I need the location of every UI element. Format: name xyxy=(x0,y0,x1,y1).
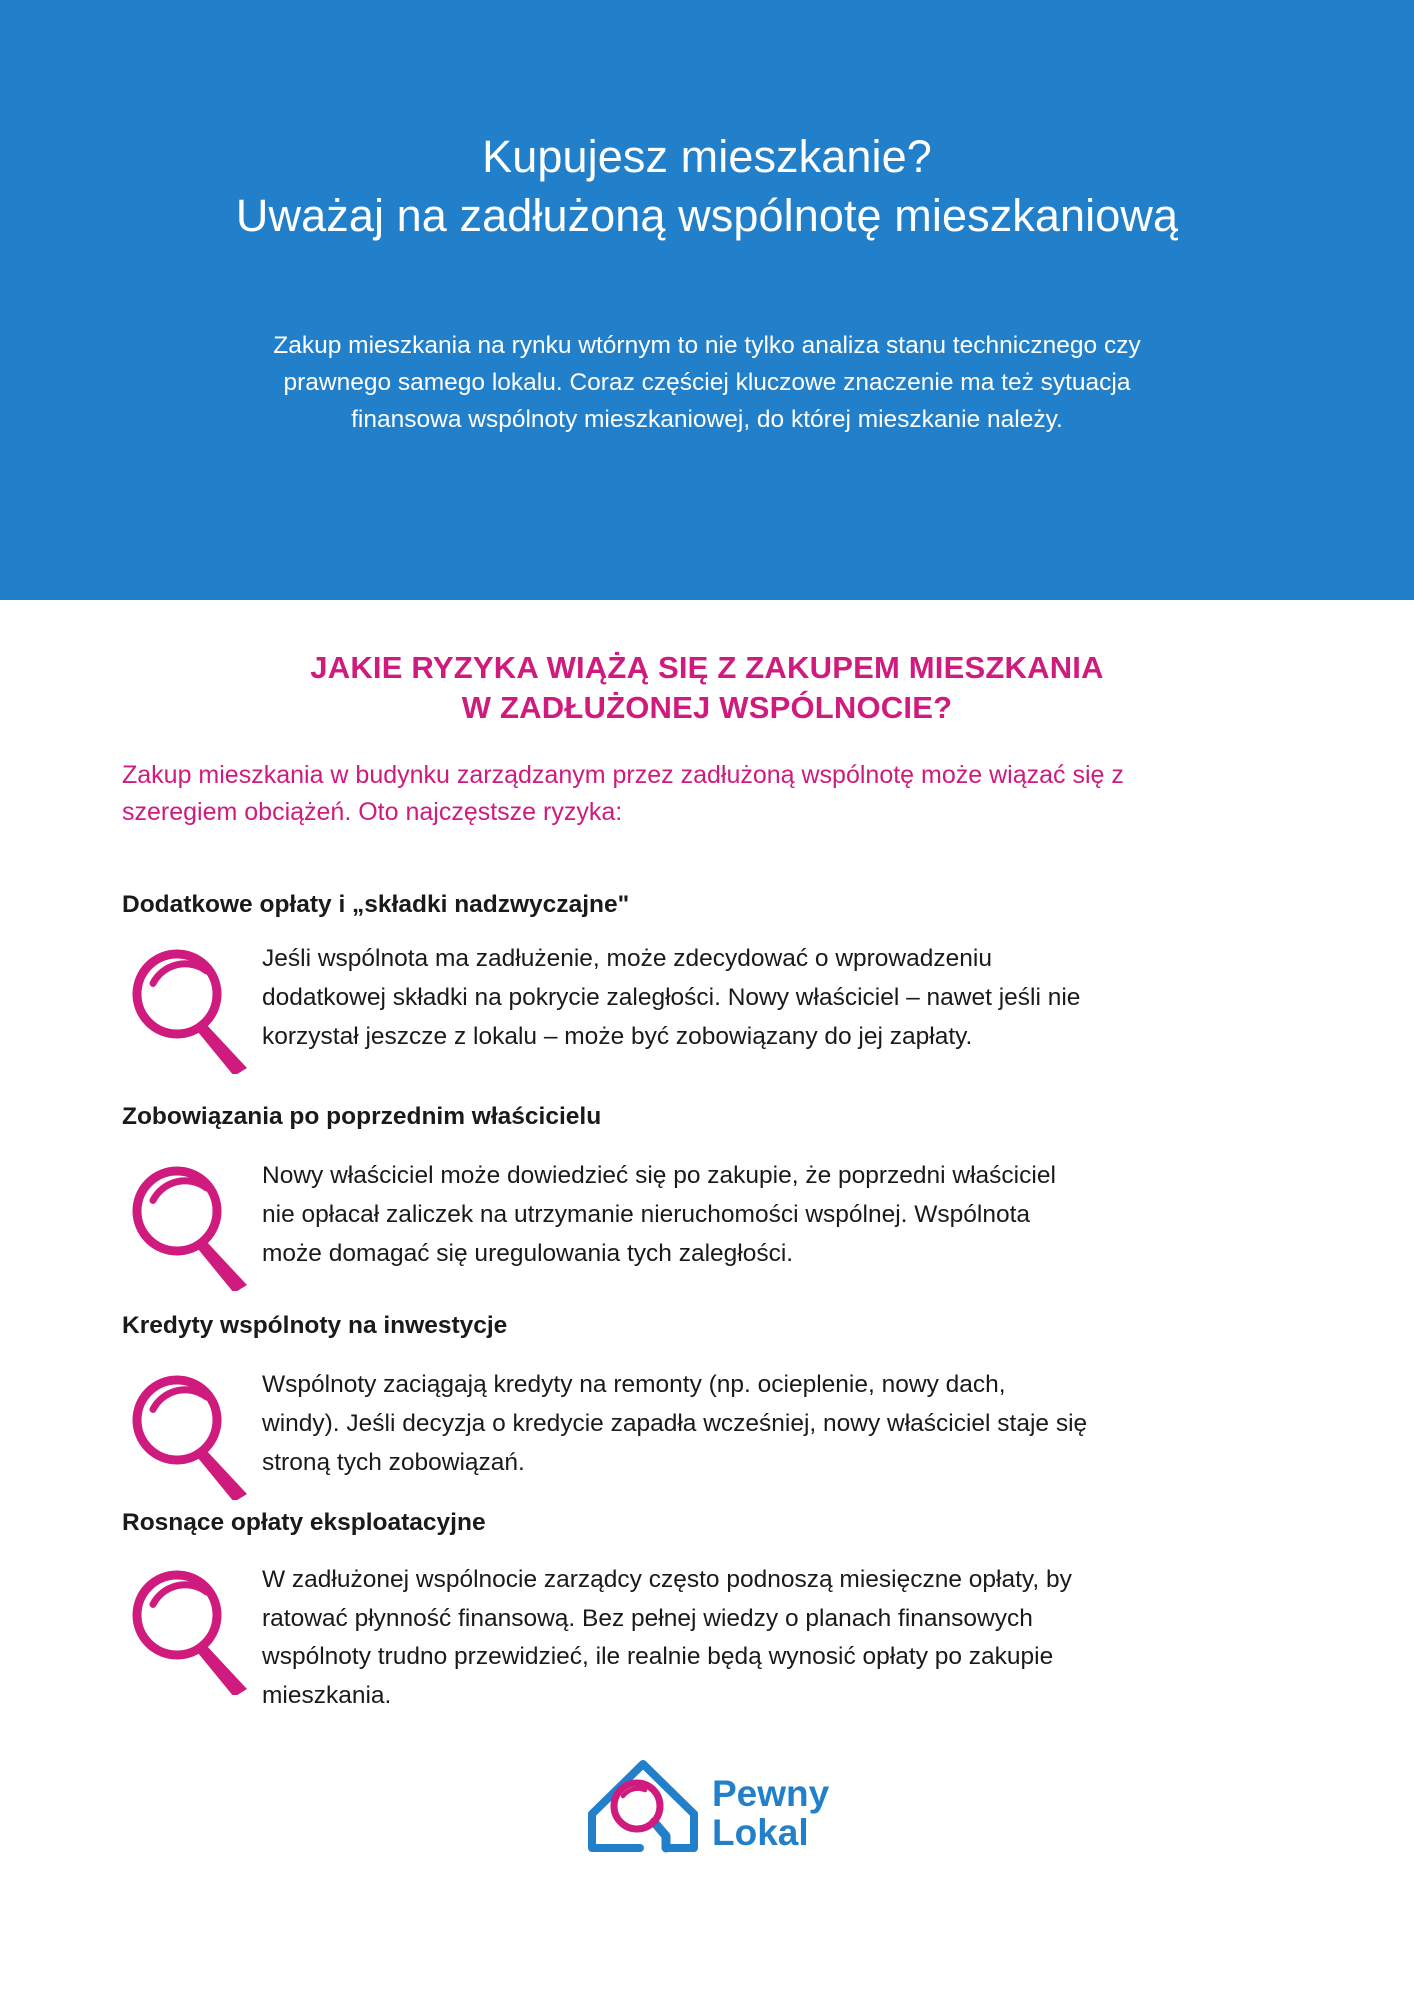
risk-body-line-3: korzystał jeszcze z lokalu – może być zobowiązany do jej zapłaty. xyxy=(262,1022,973,1050)
section-title-line-1: JAKIE RYZYKA WIĄŻĄ SIĘ Z ZAKUPEM MIESZKANIA xyxy=(310,650,1104,685)
hero-subtitle-line-2: prawnego samego lokalu. Coraz częściej kluczowe znaczenie ma też sytuacja xyxy=(283,369,1131,397)
hero-subtitle-line-3: finansowa wspólnoty mieszkaniowej, do której mieszkanie należy. xyxy=(351,406,1063,434)
risk-body-line-2: nie opłacał zaliczek na utrzymanie nieruchomości wspólnej. Wspólnota xyxy=(262,1200,1031,1228)
page-title-line-2: Uważaj na zadłużoną wspólnotę mieszkaniową xyxy=(235,189,1179,241)
risk-body-text xyxy=(262,1555,1292,1716)
section-title xyxy=(122,600,1292,729)
hero-subtitle xyxy=(167,245,1247,439)
risk-heading: Zobowiązania po poprzednim właścicielu xyxy=(122,1103,602,1131)
risk-body-row xyxy=(122,1360,1292,1505)
section-title-line-2: W ZADŁUŻONEJ WSPÓLNOCIE? xyxy=(461,690,953,726)
hero-subtitle-line-1: Zakup mieszkania na rynku wtórnym to nie tylko analiza stanu technicznego czy xyxy=(273,332,1141,359)
risk-body-line-3: może domagać się uregulowania tych zaległości. xyxy=(262,1239,794,1267)
risk-body-line-3: stroną tych zobowiązań. xyxy=(262,1448,525,1476)
risk-body-text xyxy=(262,934,1292,1056)
risk-body-line-3: wspólnoty trudno przewidzieć, ile realnie będą wynosić opłaty po zakupie xyxy=(262,1643,1054,1671)
risk-heading: Dodatkowe opłaty i „składki nadzwyczajne" xyxy=(122,890,630,918)
section-lead-paragraph xyxy=(122,729,1292,831)
page-title xyxy=(87,0,1327,245)
section-lead-line-2: szeregiem obciążeń. Oto najczęstsze ryzyka: xyxy=(122,797,623,826)
risk-item xyxy=(122,1101,1292,1296)
risk-body-row xyxy=(122,934,1292,1079)
risk-item xyxy=(122,889,1292,1080)
risk-body-line-1: W zadłużonej wspólnocie zarządcy często podnoszą miesięczne opłaty, by xyxy=(262,1565,1072,1593)
magnifier-icon xyxy=(122,1151,262,1296)
risk-body-line-2: dodatkowej składki na pokrycie zaległości. Nowy właściciel – nawet jeśli nie xyxy=(262,984,1081,1012)
hero-banner xyxy=(0,0,1414,600)
risk-body-row xyxy=(122,1555,1292,1716)
section-lead-line-1: Zakup mieszkania w budynku zarządzanym przez zadłużoną wspólnotę może wiązać się z xyxy=(122,760,1124,789)
logo-word-1: Pewny xyxy=(712,1772,830,1814)
risk-body-line-1: Jeśli wspólnota ma zadłużenie, może zdecydować o wprowadzeniu xyxy=(262,945,992,973)
risk-body-text xyxy=(262,1360,1292,1482)
risk-body-text xyxy=(262,1151,1292,1273)
magnifier-icon xyxy=(122,1360,262,1505)
page-title-line-1: Kupujesz mieszkanie? xyxy=(482,131,932,182)
risk-item xyxy=(122,1507,1292,1716)
magnifier-icon xyxy=(122,1555,262,1700)
risk-body-line-2: ratować płynność finansową. Bez pełnej wiedzy o planach finansowych xyxy=(262,1604,1033,1632)
risk-body-line-1: Nowy właściciel może dowiedzieć się po zakupie, że poprzedni właściciel xyxy=(262,1162,1056,1190)
house-magnifier-logo-icon xyxy=(582,1752,832,1856)
risk-body-line-4: mieszkania. xyxy=(262,1682,392,1710)
logo-word-2: Lokal xyxy=(712,1811,809,1853)
risk-heading: Rosnące opłaty eksploatacyjne xyxy=(122,1509,486,1537)
risk-body-line-1: Wspólnoty zaciągają kredyty na remonty (np. ocieplenie, nowy dach, xyxy=(262,1371,1006,1399)
risk-item xyxy=(122,1310,1292,1505)
main-content xyxy=(0,600,1414,1716)
risk-body-line-2: windy). Jeśli decyzja o kredycie zapadła wcześniej, nowy właściciel staje się xyxy=(262,1409,1088,1437)
brand-logo xyxy=(0,1752,1414,1856)
risk-body-row xyxy=(122,1151,1292,1296)
risk-heading: Kredyty wspólnoty na inwestycje xyxy=(122,1312,508,1340)
magnifier-icon xyxy=(122,934,262,1079)
